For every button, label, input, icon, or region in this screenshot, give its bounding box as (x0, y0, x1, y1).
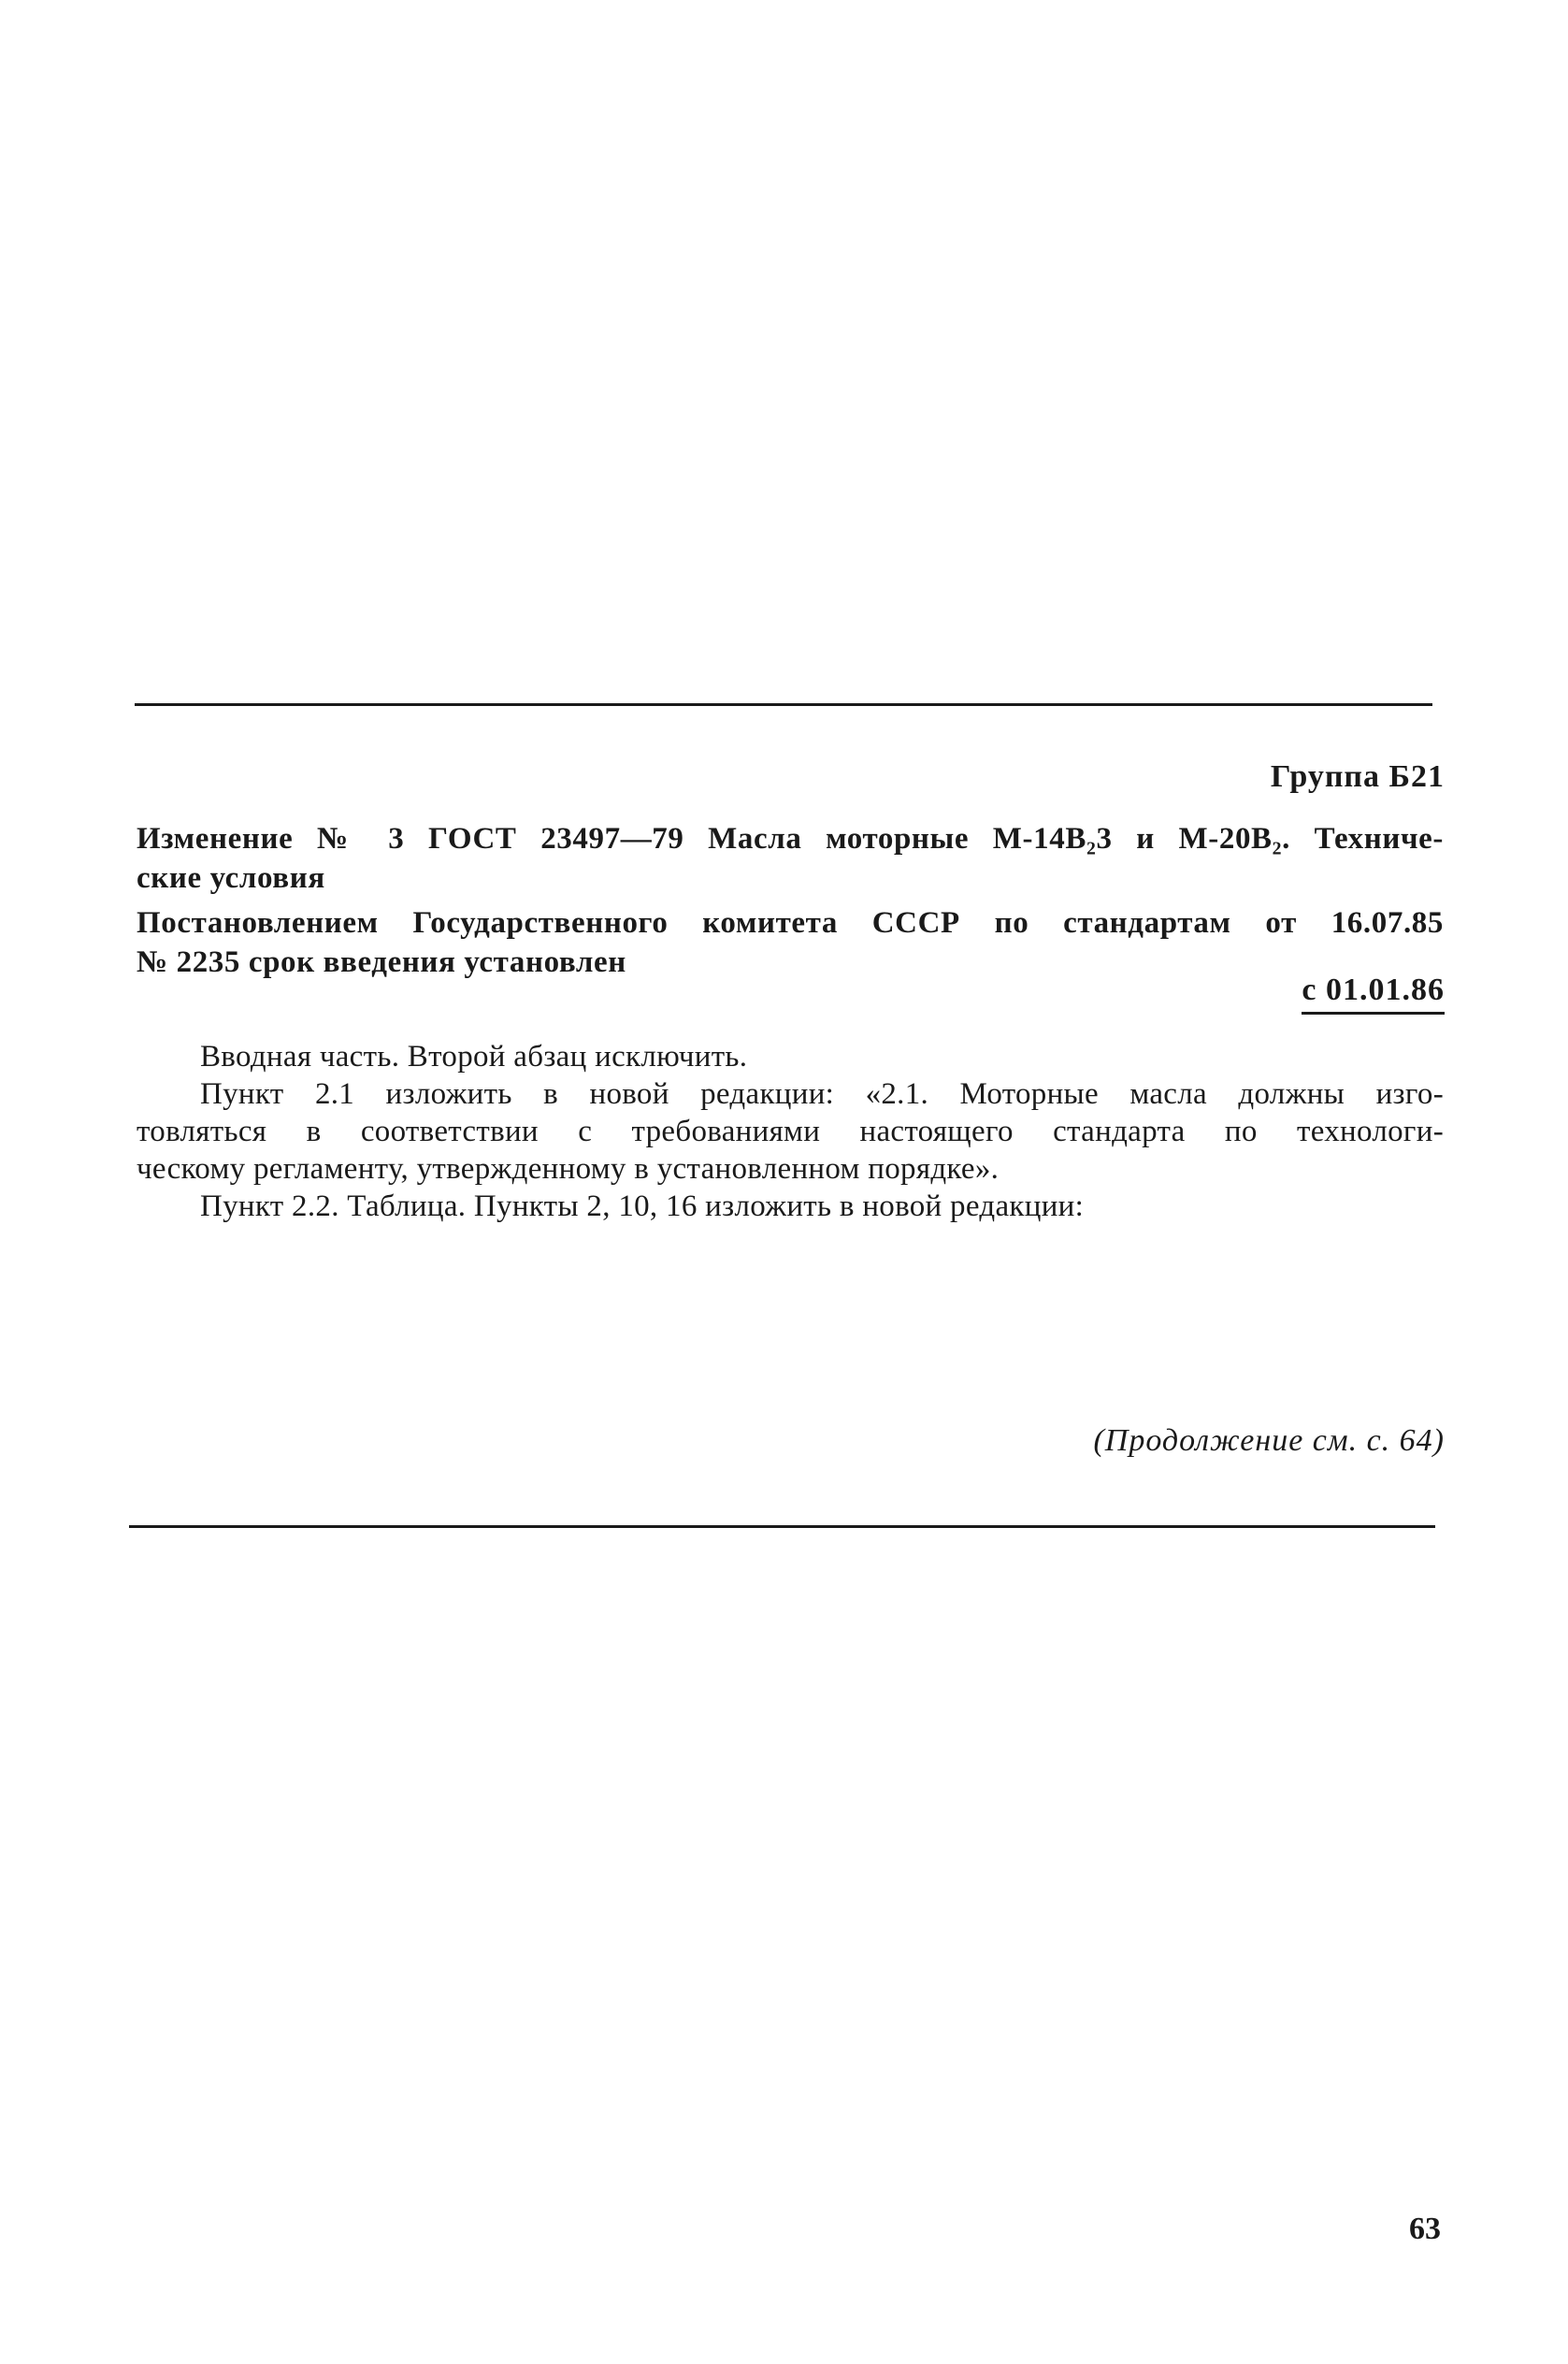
decree-line-1: Постановлением Государственного комитета СССР по стандартам от 16.07.85 (137, 906, 1444, 940)
page-number: 63 (1409, 2212, 1441, 2246)
paragraph-line: Пункт 2.2. Таблица. Пункты 2, 10, 16 изложить в новой редакции: (200, 1189, 1085, 1223)
change-title-line-2: ские условия (137, 861, 325, 895)
group-label: Группа Б21 (1270, 759, 1445, 794)
change-title (137, 819, 1444, 898)
paragraph-line: Пункт 2.1 изложить в новой редакции: «2.1. Моторные масла должны изго- (200, 1077, 1444, 1111)
top-divider (135, 703, 1432, 706)
bottom-divider (129, 1525, 1435, 1528)
continuation-note: (Продолжение см. с. 64) (1093, 1423, 1445, 1458)
decree-statement (137, 903, 1444, 982)
change-title-line-1: Изменение № 3 ГОСТ 23497—79 Масла моторные М-14В₂3 и М-20В₂. Техниче- (137, 822, 1444, 856)
paragraph-clause-2-2 (137, 1188, 1444, 1225)
paragraph-intro (137, 1038, 1444, 1075)
decree-line-2: № 2235 срок введения установлен (137, 945, 626, 979)
paragraph-line: Вводная часть. Второй абзац исключить. (200, 1040, 748, 1074)
effective-date: с 01.01.86 (1302, 973, 1445, 1015)
paragraph-line: ческому регламенту, утвержденному в установленном порядке». (137, 1152, 1000, 1186)
paragraph-line: товляться в соответствии с требованиями настоящего стандарта по технологи- (137, 1115, 1444, 1148)
paragraph-clause-2-1 (137, 1075, 1444, 1188)
body-text (137, 1038, 1444, 1225)
